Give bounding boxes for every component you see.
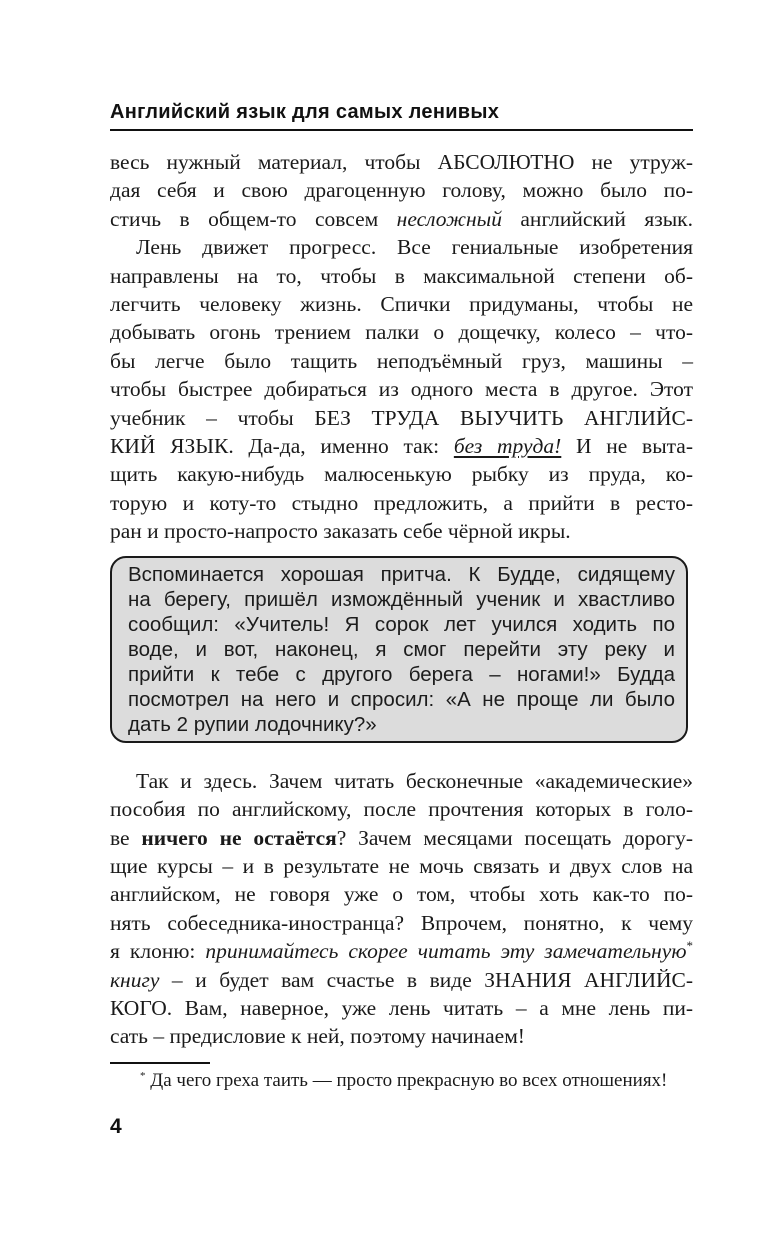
text-run: ве bbox=[110, 825, 142, 850]
text-line bbox=[128, 637, 675, 662]
text-run: легчить человеку жизнь. Спички придуманы, чтобы не bbox=[110, 292, 693, 317]
body-before-box bbox=[110, 148, 693, 546]
text-run: английский язык. bbox=[501, 206, 693, 231]
text-run: сообщил: «Учитель! Я сорок лет учился ходить по bbox=[128, 612, 675, 636]
paragraph bbox=[110, 767, 693, 1051]
body-text bbox=[110, 148, 693, 1051]
text-line bbox=[110, 262, 693, 290]
text-run: направлены на то, чтобы в максимальной степени об- bbox=[110, 263, 693, 288]
page-content bbox=[110, 0, 693, 1139]
text-line bbox=[128, 662, 675, 687]
text-run: на берегу, пришёл измождённый ученик и хвастливо bbox=[128, 587, 675, 611]
text-run: пособия по английскому, после прочтения которых в голо- bbox=[110, 797, 693, 822]
text-line bbox=[110, 318, 693, 346]
text-line bbox=[110, 994, 693, 1022]
text-run: ран и просто-напросто заказать себе чёрной икры. bbox=[110, 519, 571, 544]
text-line bbox=[110, 795, 693, 823]
header-rule bbox=[110, 129, 693, 131]
text-run: без труда! bbox=[453, 434, 562, 459]
page-number: 4 bbox=[110, 1114, 122, 1138]
text-run: я клоню: bbox=[110, 939, 206, 964]
text-run: ничего не остаётся bbox=[141, 825, 337, 850]
text-run: сать – предисловие к ней, поэтому начинаем! bbox=[110, 1024, 525, 1049]
text-line bbox=[110, 489, 693, 517]
text-run: стичь в общем-то совсем bbox=[110, 206, 397, 231]
text-run: посмотрел на него и спросил: «А не проще ли было bbox=[128, 687, 675, 711]
running-head-title: Английский язык для самых ленивых bbox=[110, 101, 500, 123]
text-line bbox=[110, 233, 693, 261]
text-line bbox=[110, 375, 693, 403]
text-line bbox=[110, 852, 693, 880]
text-run: * bbox=[140, 1069, 146, 1082]
text-line bbox=[110, 824, 693, 852]
text-run: весь нужный материал, чтобы АБСОЛЮТНО не утруж- bbox=[110, 150, 693, 174]
paragraph bbox=[110, 1069, 693, 1093]
text-run: принимайтесь скорее читать эту замечательную bbox=[205, 939, 687, 964]
text-line bbox=[110, 880, 693, 908]
text-run: торую и коту-то стыдно предложить, а прийти в ресто- bbox=[110, 490, 693, 515]
text-line bbox=[110, 176, 693, 204]
text-run: чтобы быстрее добираться из одного места в другое. Этот bbox=[110, 377, 693, 402]
text-line bbox=[128, 712, 675, 737]
text-run: прийти к тебе с другого берега – ногами!» Будда bbox=[128, 662, 675, 686]
text-run: воде, и вот, наконец, я смог перейти эту реку и bbox=[128, 637, 675, 661]
body-after-box bbox=[110, 767, 693, 1051]
footnote bbox=[110, 1069, 693, 1093]
text-line bbox=[128, 562, 675, 587]
text-line bbox=[128, 612, 675, 637]
text-run: * bbox=[686, 938, 693, 954]
text-run: КИЙ ЯЗЫК. Да-да, именно так: bbox=[110, 434, 454, 459]
text-run: учебник – чтобы БЕЗ ТРУДА ВЫУЧИТЬ АНГЛИЙС- bbox=[110, 405, 693, 430]
text-run: книгу bbox=[110, 967, 160, 992]
text-run: И не выта- bbox=[561, 434, 693, 459]
paragraph bbox=[110, 233, 693, 545]
footnote-rule bbox=[110, 1062, 210, 1064]
text-line bbox=[110, 347, 693, 375]
text-run: английском, не говоря уже о том, чтобы хоть как-то по- bbox=[110, 882, 693, 907]
text-run: – и будет вам счастье в виде ЗНАНИЯ АНГЛИЙС- bbox=[159, 967, 693, 992]
text-line bbox=[110, 460, 693, 488]
text-line bbox=[110, 937, 693, 965]
text-run: дать 2 рупии лодочнику?» bbox=[128, 712, 377, 736]
text-run: дая себя и свою драгоценную голову, можно было по- bbox=[110, 178, 693, 203]
text-run: бы легче было тащить неподъёмный груз, машины – bbox=[110, 348, 693, 373]
text-line bbox=[110, 148, 693, 176]
text-run: несложный bbox=[396, 206, 502, 231]
text-run: нять собеседника-иностранца? Впрочем, понятно, к чему bbox=[110, 910, 693, 935]
text-line bbox=[110, 205, 693, 233]
text-line bbox=[110, 909, 693, 937]
text-line bbox=[110, 432, 693, 460]
text-line bbox=[128, 687, 675, 712]
text-run: Лень движет прогресс. Все гениальные изобретения bbox=[136, 235, 693, 260]
text-run: щить какую-нибудь малюсенькую рыбку из пруда, ко- bbox=[110, 462, 693, 487]
text-line bbox=[110, 517, 693, 545]
text-line bbox=[110, 966, 693, 994]
text-run: ? Зачем месяцами посещать дорогу- bbox=[336, 825, 693, 850]
text-run: щие курсы – и в результате не мочь связать и двух слов на bbox=[110, 853, 693, 878]
text-line bbox=[110, 290, 693, 318]
text-line bbox=[110, 1069, 693, 1093]
text-line bbox=[110, 404, 693, 432]
paragraph bbox=[128, 562, 675, 737]
text-line bbox=[110, 767, 693, 795]
text-run: Вспоминается хорошая притча. К Будде, сидящему bbox=[128, 562, 675, 586]
text-run: КОГО. Вам, наверное, уже лень читать – а мне лень пи- bbox=[110, 995, 693, 1020]
text-run: добывать огонь трением палки о дощечку, колесо – что- bbox=[110, 320, 693, 345]
text-run: Да чего греха таить — просто прекрасную во всех отношениях! bbox=[145, 1069, 668, 1091]
paragraph bbox=[110, 148, 693, 233]
parable-box bbox=[110, 556, 688, 743]
text-line bbox=[128, 587, 675, 612]
text-line bbox=[110, 1022, 693, 1050]
text-run: Так и здесь. Зачем читать бесконечные «академические» bbox=[136, 768, 693, 793]
